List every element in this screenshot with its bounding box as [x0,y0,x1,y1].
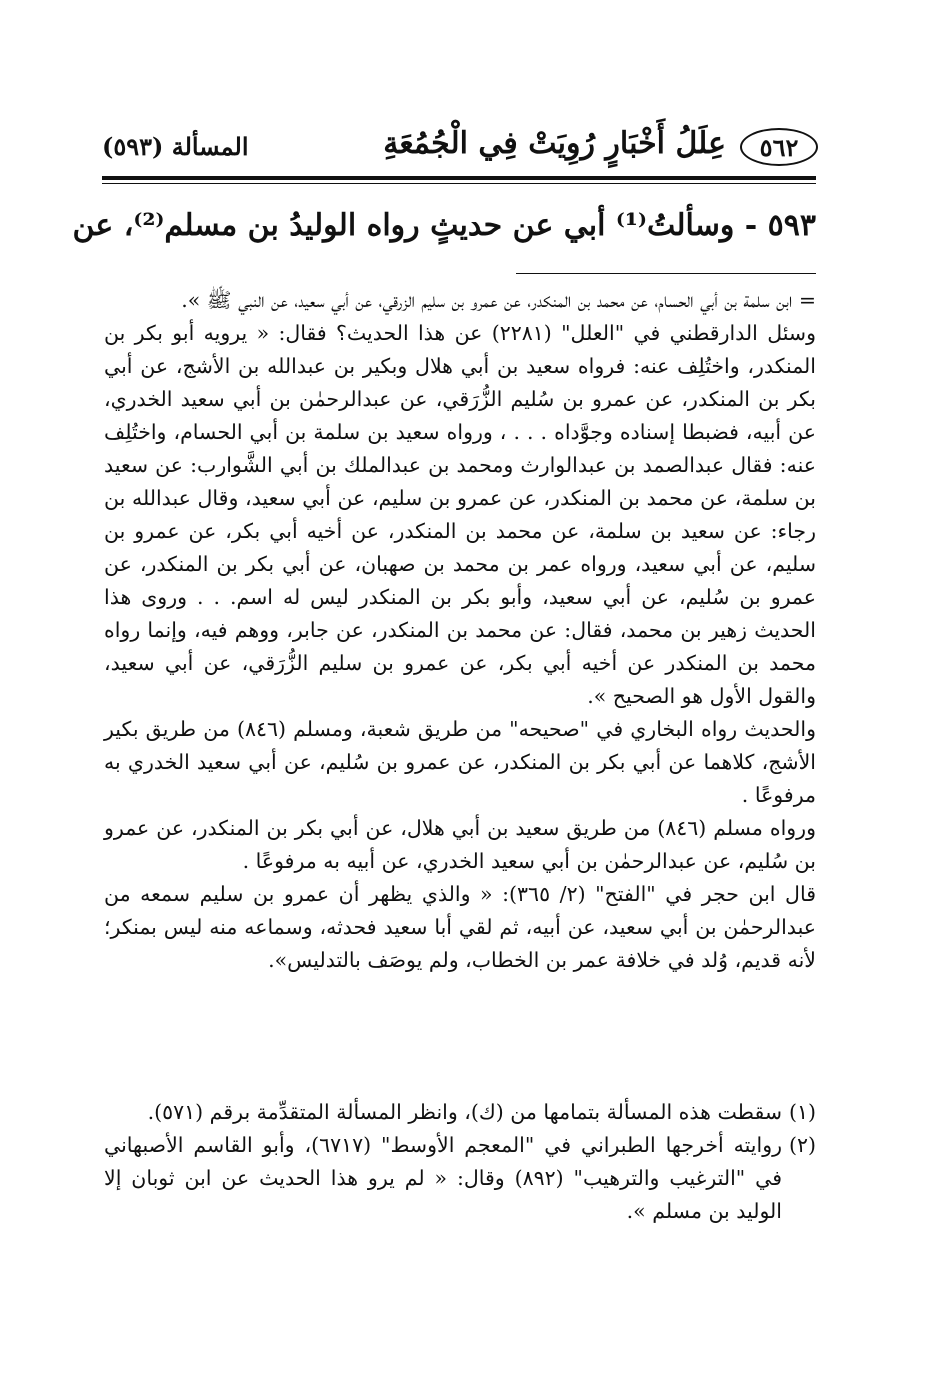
page-header [100,118,818,178]
footnote-1 [104,1096,816,1129]
note-paragraph: وسئل الدارقطني في "العلل" (٢٢٨١) عن هذا الحديث؟ فقال: « يرويه أبو بكر بن المنكدر، واختُلِف عنه: فرواه سعيد بن أبي هلال وبكير بن عبدالله بن الأشج، عن أبي بكر بن المنكدر، عن عمرو بن سُليم الزُّرَقي، عن عبدالرحمٰن بن أبي سعيد الخدري، عن أبيه، فضبطا إسناده وجوَّداه . . . ، ورواه سعيد بن سلمة بن أبي الحسام، واختُلِف عنه: فقال عبدالصمد بن عبدالوارث ومحمد بن عبدالملك بن أبي الشَّوارب: عن سعيد بن سلمة، عن محمد بن المنكدر، عن عمرو بن سليم، عن أبي سعيد، وقال عبدالله بن رجاء: عن سعيد بن سلمة، عن محمد بن المنكدر، عن أخيه أبي بكر، عن عمرو بن سليم، عن أبي سعيد، ورواه عمر بن محمد بن صهبان، عن أبي بكر بن المنكدر، عن عمرو بن سُليم، عن أبي سعيد، وأبو بكر بن المنكدر ليس له اسم. . . وروى هذا الحديث زهير بن محمد، فقال: عن محمد بن المنكدر، عن جابر، ووهم فيه، وإنما رواه محمد بن المنكدر عن أخيه أبي بكر، عن عمرو بن سليم الزُّرَقي، عن أبي سعيد، والقول الأول هو الصحيح ». [104,321,816,708]
note-paragraph: والحديث رواه البخاري في "صحيحه" من طريق شعبة، ومسلم (٨٤٦) من طريق بكير الأشج، كلاهما عن أبي بكر بن المنكدر، عن عمرو بن سُليم، عن أبي سعيد الخدري به مرفوعًا . [104,717,816,807]
header-rule-thin [102,183,816,184]
continued-notes [104,284,816,977]
page-number: ٥٦٢ [740,128,818,166]
footnotes [104,1096,816,1228]
header-rule-thick [102,176,816,180]
main-question-text: ٥٩٣ - وسألتُ⁽¹⁾ أبي عن حديثٍ رواه الوليدُ بن مسلم⁽²⁾، عن [72,208,816,243]
footnote-2 [104,1129,816,1228]
section-reference: المسألة (٥٩٣) [102,132,249,161]
footnote-number: (١) [788,1100,816,1124]
footnote-number: (٢) [788,1133,816,1157]
note-paragraph: = ابن سلمة بن أبي الحسام، عن محمد بن المنكدر، عن عمرو بن سليم الزرقي، عن أبي سعيد، عن النبي ﷺ ». [181,288,816,312]
book-title: عِلَلُ أَخْبَارٍ رُوِيَتْ فِي الْجُمُعَةِ [383,126,726,161]
note-paragraph: قال ابن حجر في "الفتح" (٢/ ٣٦٥): « والذي يظهر أن عمرو بن سليم سمعه من عبدالرحمٰن بن أبي سعيد، عن أبيه، ثم لقي أبا سعيد فحدثه، وسماعه منه ليس بمنكر؛ لأنه قديم، وُلد في خلافة عمر بن الخطاب، ولم يوصَف بالتدليس». [104,882,816,972]
note-paragraph: ورواه مسلم (٨٤٦) من طريق سعيد بن أبي هلال، عن أبي بكر بن المنكدر، عن عمرو بن سُليم، عن عبدالرحمٰن بن أبي سعيد الخدري، عن أبيه به مرفوعًا . [104,816,816,873]
footnote-text: روايته أخرجها الطبراني في "المعجم الأوسط" (٦٧١٧)، وأبو القاسم الأصبهاني في "الترغيب والترهيب" (٨٩٢) وقال: « لم يرو هذا الحديث عن ابن ثوبان إلا الوليد بن مسلم ». [104,1133,783,1223]
footnote-separator [516,273,816,274]
footnote-text: سقطت هذه المسألة بتمامها من (ك)، وانظر المسألة المتقدِّمة برقم (٥٧١). [147,1100,782,1124]
